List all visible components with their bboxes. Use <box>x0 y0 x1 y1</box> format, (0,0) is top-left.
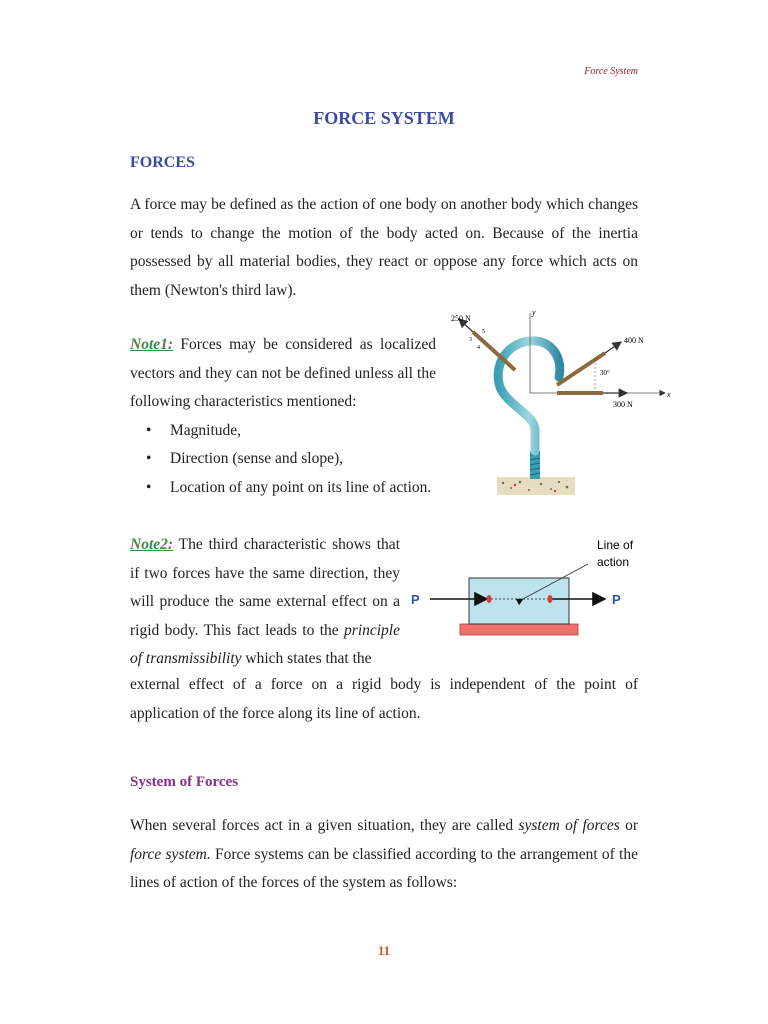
bullet-magnitude: • Magnitude, <box>130 417 436 446</box>
system-italic-1: system of forces <box>518 817 620 834</box>
note1-label: Note1: <box>130 336 174 353</box>
note2-text-b: which states that the <box>241 650 372 667</box>
note2-continuation: external effect of a force on a rigid body is independent of the point of application of the force along its line of action. <box>130 676 638 722</box>
page-number: 11 <box>377 943 391 958</box>
slope-5: 5 <box>482 329 485 335</box>
system-of-forces-paragraph <box>130 812 638 898</box>
forces-intro-paragraph: A force may be defined as the action of one body on another body which changes or tends to change the motion of the body acted on. Because of the inertia possessed by all material bodies, they react or oppose any force which acts on them (Newton's third law). <box>130 196 638 299</box>
hook-body <box>498 341 560 451</box>
label-p-right: P <box>612 592 621 607</box>
label-line-of: Line of <box>597 538 634 552</box>
label-action: action <box>597 555 630 569</box>
label-angle: 30° <box>600 369 610 377</box>
system-text-1: When several forces act in a given situation, they are called <box>130 817 519 834</box>
bullet-direction: • Direction (sense and slope), <box>130 445 436 474</box>
x-axis-label: x <box>667 390 671 399</box>
slope-4: 4 <box>477 345 480 351</box>
support-plate <box>460 624 578 635</box>
label-p-left: P <box>411 592 420 607</box>
arrow-400 <box>605 342 621 353</box>
note1-paragraph <box>130 331 436 502</box>
label-300n: 300 N <box>613 400 633 409</box>
transmissibility-figure <box>405 532 645 644</box>
note2-principle-italic: principle of transmissibility <box>130 621 400 667</box>
ground-base <box>497 477 575 495</box>
application-point-2 <box>548 595 553 603</box>
bullet-location: • Location of any point on its line of action. <box>130 474 436 503</box>
system-text-3: Force systems can be classified according to the arrangement of the lines of action of the forces of the system as follows: <box>130 845 638 891</box>
rigid-body-block <box>469 578 569 624</box>
note1-bullet-list <box>130 417 436 503</box>
label-400n: 400 N <box>624 336 644 345</box>
note1-text: Forces may be considered as localized vectors and they can not be defined unless all the following characteristics mentioned: <box>130 336 436 410</box>
note2-label: Note2: <box>130 536 174 553</box>
y-axis-label: y <box>532 308 536 317</box>
hook-force-figure <box>445 305 675 497</box>
system-italic-2: force system. <box>130 845 211 863</box>
section-heading-forces: FORCES <box>130 154 195 171</box>
page-title: FORCE SYSTEM <box>313 108 455 128</box>
label-250n: 250 N <box>451 314 471 323</box>
running-header: Force System <box>584 66 638 77</box>
system-text-2: or <box>619 817 639 834</box>
note2-paragraph <box>130 531 400 674</box>
section-heading-system-of-forces: System of Forces <box>130 774 239 790</box>
note2-text-a: The third characteristic shows that if two forces have the same direction, they will produce the same external effect on a rigid body. This fact leads to the <box>130 536 400 639</box>
application-point-1 <box>487 595 492 603</box>
slope-3: 3 <box>469 337 472 343</box>
